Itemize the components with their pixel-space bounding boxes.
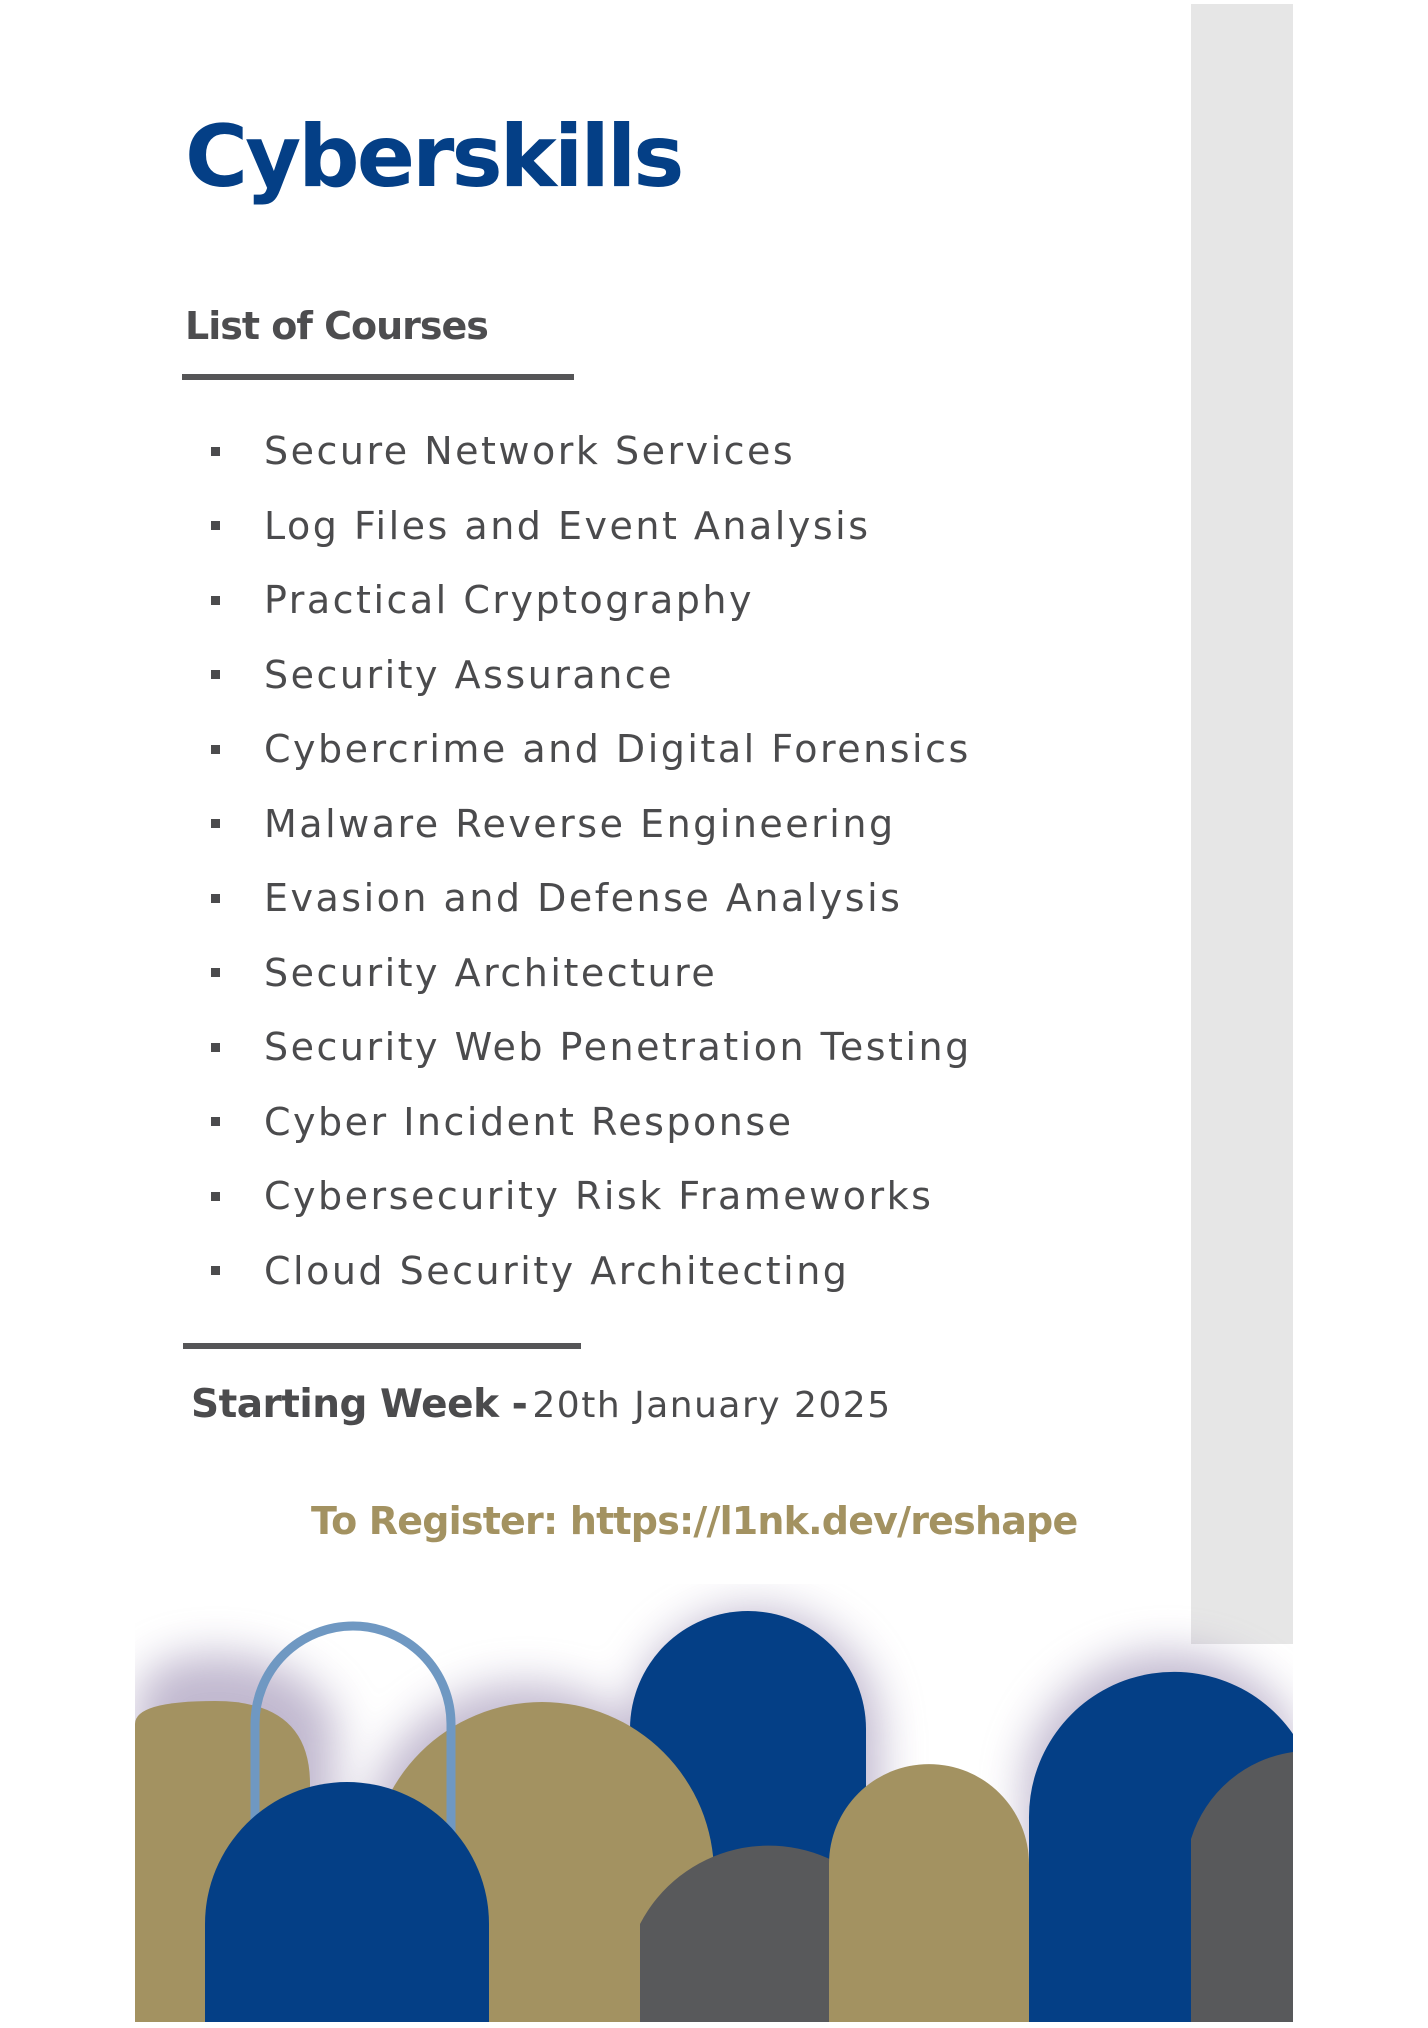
- page-title: Cyberskills: [185, 107, 682, 207]
- course-name: Malware Reverse Engineering: [264, 801, 896, 846]
- register-line: [311, 1499, 1077, 1543]
- bullet-icon: [211, 596, 220, 605]
- register-label: To Register:: [311, 1499, 558, 1543]
- bullet-icon: [211, 1266, 220, 1275]
- list-item: [211, 563, 972, 638]
- list-item: [211, 936, 972, 1011]
- list-item: [211, 1085, 972, 1160]
- course-name: Security Architecture: [264, 950, 718, 995]
- bullet-icon: [211, 745, 220, 754]
- course-name: Log Files and Event Analysis: [264, 503, 871, 548]
- list-item: [211, 1159, 972, 1234]
- course-name: Secure Network Services: [264, 429, 796, 474]
- course-name: Security Web Penetration Testing: [264, 1025, 972, 1070]
- course-name: Cybersecurity Risk Frameworks: [264, 1174, 934, 1219]
- course-name: Cyber Incident Response: [264, 1099, 794, 1144]
- list-item: [211, 414, 972, 489]
- bullet-icon: [211, 894, 220, 903]
- bullet-icon: [211, 1117, 220, 1126]
- bullet-icon: [211, 447, 220, 456]
- course-name: Security Assurance: [264, 652, 675, 697]
- list-heading: List of Courses: [185, 304, 488, 348]
- start-week-label: Starting Week -: [191, 1382, 528, 1427]
- course-flyer: [135, 4, 1293, 2022]
- list-item: [211, 861, 972, 936]
- list-item: [211, 489, 972, 564]
- section-divider: [183, 1343, 581, 1349]
- start-week-date: 20th January 2025: [532, 1385, 892, 1426]
- list-item: [211, 787, 972, 862]
- bullet-icon: [211, 1192, 220, 1201]
- course-name: Cybercrime and Digital Forensics: [264, 727, 971, 772]
- decorative-arches: [135, 1584, 1293, 2022]
- arch-gold-right: [829, 1764, 1029, 2022]
- list-item: [211, 1234, 972, 1309]
- bullet-icon: [211, 968, 220, 977]
- bullet-icon: [211, 521, 220, 530]
- sidebar-stripe: [1191, 4, 1293, 1644]
- bullet-icon: [211, 670, 220, 679]
- bullet-icon: [211, 1043, 220, 1052]
- course-name: Practical Cryptography: [264, 578, 754, 623]
- list-item: [211, 712, 972, 787]
- course-name: Evasion and Defense Analysis: [264, 876, 903, 921]
- start-week: [191, 1382, 892, 1427]
- course-name: Cloud Security Architecting: [264, 1248, 850, 1293]
- list-item: [211, 638, 972, 713]
- register-link[interactable]: https://l1nk.dev/reshape: [569, 1499, 1078, 1543]
- list-item: [211, 1010, 972, 1085]
- course-list: [211, 414, 972, 1308]
- heading-divider: [182, 374, 574, 380]
- bullet-icon: [211, 819, 220, 828]
